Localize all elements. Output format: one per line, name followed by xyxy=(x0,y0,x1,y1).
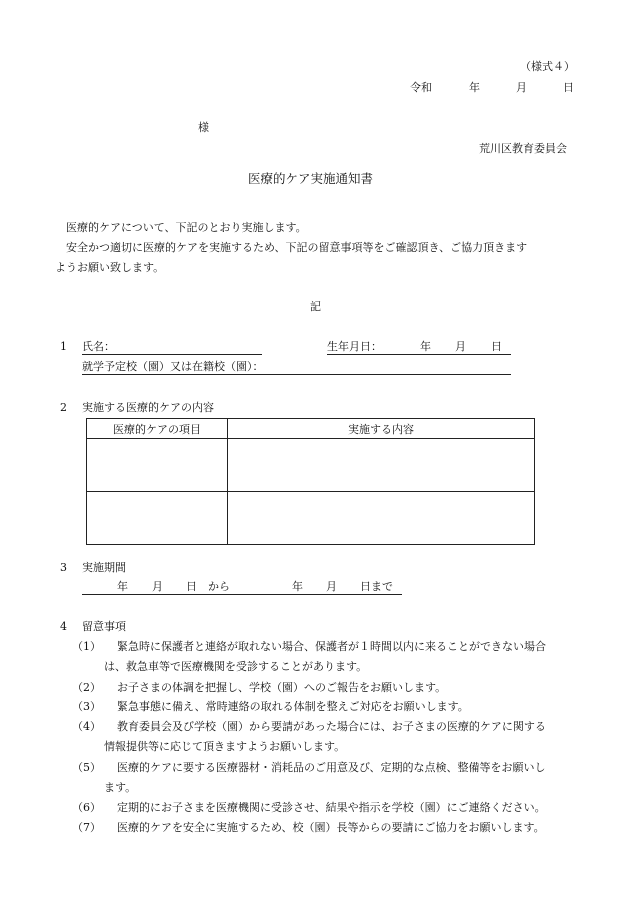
note-2-line-1: お子さまの体調を把握し、学校（園）へのご報告をお願いします。 xyxy=(117,681,447,694)
period-from-day: 日 xyxy=(186,580,197,593)
intro-line-2: 安全かつ適切に医療的ケアを実施するため、下記の留意事項等をご確認頂き、ご協力頂きます xyxy=(66,241,528,254)
date-month-label: 月 xyxy=(516,81,527,94)
school-label: 就学予定校（園）又は在籍校（園）： xyxy=(82,360,264,373)
note-7-number: （7） xyxy=(72,821,101,834)
period-to-year: 年 xyxy=(292,580,303,593)
note-3-line-1: 緊急事態に備え、常時連絡の取れる体制を整えご対応をお願いします。 xyxy=(117,700,469,713)
section-4-number: 4 xyxy=(60,620,67,633)
note-2-number: （2） xyxy=(72,681,101,694)
period-to-month: 月 xyxy=(326,580,337,593)
addressee-suffix: 様 xyxy=(198,121,209,134)
section-3-number: 3 xyxy=(60,561,67,574)
column-header-content: 実施する内容 xyxy=(228,419,535,439)
section-4-heading: 留意事項 xyxy=(82,620,126,633)
section-1-number: 1 xyxy=(60,340,67,353)
intro-line-1: 医療的ケアについて、下記のとおり実施します。 xyxy=(66,221,307,234)
period-underline xyxy=(82,594,402,595)
form-number: （様式４） xyxy=(520,60,575,73)
school-underline xyxy=(82,374,511,375)
table-row xyxy=(87,492,535,545)
section-2-number: 2 xyxy=(60,401,67,414)
note-5-number: （5） xyxy=(72,761,101,774)
birthdate-underline xyxy=(327,354,511,355)
note-1-line-1: 緊急時に保護者と連絡が取れない場合、保護者が１時間以内に来ることができない場合 xyxy=(117,640,546,653)
section-2-heading: 実施する医療的ケアの内容 xyxy=(82,401,214,414)
issuer-name: 荒川区教育委員会 xyxy=(479,142,567,155)
document-title: 医療的ケア実施通知書 xyxy=(248,171,374,186)
period-from-year: 年 xyxy=(117,580,128,593)
period-from-month: 月 xyxy=(152,580,163,593)
note-1-line-2: は、救急車等で医療機関を受診することがあります。 xyxy=(104,660,368,673)
birth-day-label: 日 xyxy=(491,340,502,353)
date-year-label: 年 xyxy=(469,81,480,94)
intro-line-3: ようお願い致します。 xyxy=(55,261,165,274)
section-3-heading: 実施期間 xyxy=(82,561,126,574)
birthdate-label: 生年月日： xyxy=(327,340,382,353)
birth-month-label: 月 xyxy=(455,340,466,353)
note-5-line-1: 医療的ケアに要する医療器材・消耗品のご用意及び、定期的な点検、整備等をお願いし xyxy=(117,761,546,774)
table-header-row xyxy=(87,419,535,439)
note-6-line-1: 定期的にお子さまを医療機関に受診させ、結果や指示を学校（園）にご連絡ください。 xyxy=(117,801,546,814)
care-content-cell[interactable] xyxy=(228,492,535,545)
period-from-kara: から xyxy=(208,580,230,593)
date-era: 令和 xyxy=(410,81,432,94)
note-5-line-2: ます。 xyxy=(104,781,137,794)
ki-heading: 記 xyxy=(310,300,321,313)
care-item-cell[interactable] xyxy=(87,492,228,545)
name-underline xyxy=(82,354,262,355)
column-header-care-item: 医療的ケアの項目 xyxy=(87,419,228,439)
note-4-line-2: 情報提供等に応じて頂きますようお願いします。 xyxy=(104,740,346,753)
birth-year-label: 年 xyxy=(420,340,431,353)
note-4-number: （4） xyxy=(72,720,101,733)
care-content-cell[interactable] xyxy=(228,439,535,492)
note-1-number: （1） xyxy=(72,640,101,653)
note-6-number: （6） xyxy=(72,801,101,814)
care-content-table xyxy=(86,418,535,545)
date-day-label: 日 xyxy=(563,81,574,94)
name-label: 氏名： xyxy=(82,340,115,353)
period-to-day: 日まで xyxy=(360,580,393,593)
table-row xyxy=(87,439,535,492)
note-7-line-1: 医療的ケアを安全に実施するため、校（園）長等からの要請にご協力をお願いします。 xyxy=(117,821,545,834)
note-4-line-1: 教育委員会及び学校（園）から要請があった場合には、お子さまの医療的ケアに関する xyxy=(117,720,546,733)
note-3-number: （3） xyxy=(72,700,101,713)
care-item-cell[interactable] xyxy=(87,439,228,492)
